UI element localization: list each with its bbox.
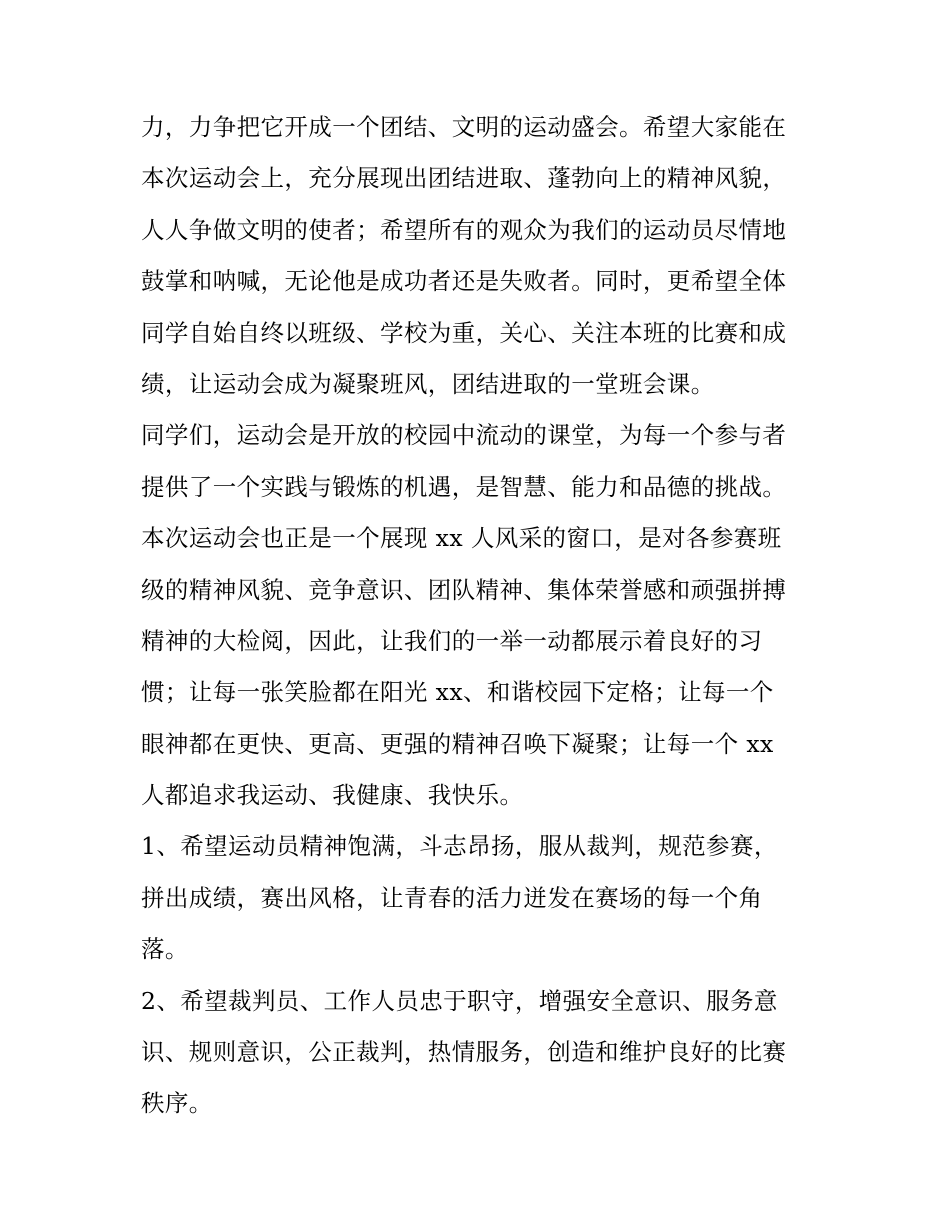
text-line: 拼出成绩，赛出风格，让青春的活力迸发在赛场的每一个角 bbox=[141, 883, 763, 912]
text-line: 级的精神风貌、竞争意识、团队精神、集体荣誉感和顽强拼搏 bbox=[141, 575, 787, 604]
paragraph-2 bbox=[141, 410, 811, 821]
text-line: 本次运动会上，充分展现出团结进取、蓬勃向上的精神风貌， bbox=[141, 164, 787, 193]
text-line: 2、希望裁判员、工作人员忠于职守，增强安全意识、服务意 bbox=[141, 986, 778, 1015]
text-line: 眼神都在更快、更高、更强的精神召唤下凝聚；让每一个 xx bbox=[141, 729, 774, 758]
paragraph-1 bbox=[141, 102, 811, 410]
text-line: 人人争做文明的使者；希望所有的观众为我们的运动员尽情地 bbox=[141, 215, 787, 244]
text-line: 精神的大检阅，因此，让我们的一举一动都展示着良好的习 bbox=[141, 626, 763, 655]
text-line: 落。 bbox=[141, 935, 189, 964]
list-item-2 bbox=[141, 976, 811, 1130]
text-line: 鼓掌和呐喊，无论他是成功者还是失败者。同时，更希望全体 bbox=[141, 267, 787, 296]
text-line: 识、规则意识，公正裁判，热情服务，创造和维护良好的比赛 bbox=[141, 1038, 787, 1067]
text-line: 秩序。 bbox=[141, 1089, 213, 1118]
text-line: 力，力争把它开成一个团结、文明的运动盛会。希望大家能在 bbox=[141, 113, 787, 141]
text-line: 同学们，运动会是开放的校园中流动的课堂，为每一个参与者 bbox=[141, 421, 787, 450]
list-item-1 bbox=[141, 821, 811, 975]
text-line: 人都追求我运动、我健康、我快乐。 bbox=[141, 781, 524, 810]
document-body bbox=[141, 102, 811, 1130]
text-line: 提供了一个实践与锻炼的机遇，是智慧、能力和品德的挑战。 bbox=[141, 472, 787, 501]
text-line: 1、希望运动员精神饱满，斗志昂扬，服从裁判，规范参赛， bbox=[141, 832, 778, 861]
text-line: 同学自始自终以班级、学校为重，关心、关注本班的比赛和成 bbox=[141, 318, 787, 347]
text-line: 本次运动会也正是一个展现 xx 人风采的窗口，是对各参赛班 bbox=[141, 524, 782, 553]
text-line: 绩，让运动会成为凝聚班风，团结进取的一堂班会课。 bbox=[141, 369, 715, 398]
text-line: 惯；让每一张笑脸都在阳光 xx、和谐校园下定格；让每一个 bbox=[141, 678, 774, 707]
